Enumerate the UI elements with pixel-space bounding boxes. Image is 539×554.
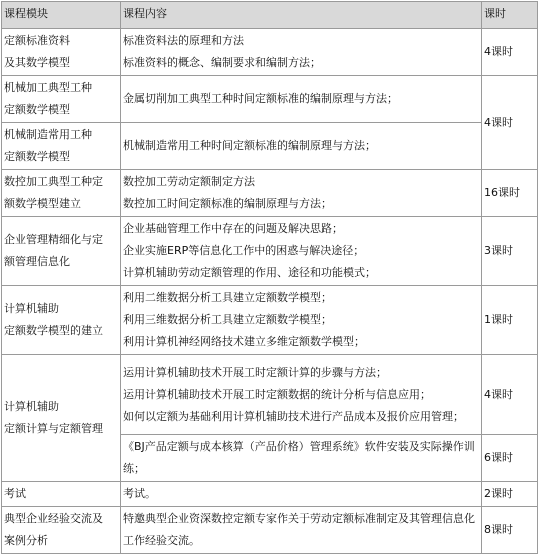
table-row bbox=[2, 123, 538, 170]
content-line: 数控加工时间定额标准的编制原理与方法； bbox=[123, 197, 332, 210]
content-line: 利用计算机神经网络技术建立多维定额数学模型； bbox=[123, 335, 365, 348]
course-table-container bbox=[1, 1, 537, 547]
content-cell bbox=[121, 507, 482, 554]
hours-cell: 6课时 bbox=[482, 435, 538, 482]
content-cell bbox=[121, 286, 482, 355]
content-line: 机械制造常用工种时间定额标准的编制原理与方法； bbox=[123, 139, 376, 152]
module-line: 机械加工典型工种 bbox=[4, 81, 92, 94]
course-table bbox=[1, 1, 538, 554]
content-cell bbox=[121, 435, 482, 482]
module-line: 计算机辅助 bbox=[4, 400, 59, 413]
hours-cell: 16课时 bbox=[482, 170, 538, 217]
content-line: 标准资料的概念、编制要求和编制方法； bbox=[123, 56, 321, 69]
content-line: 数控加工劳动定额制定方法 bbox=[123, 175, 255, 188]
module-cell bbox=[2, 76, 121, 123]
hours-cell: 2课时 bbox=[482, 482, 538, 507]
table-row bbox=[2, 29, 538, 76]
content-line: 运用计算机辅助技术开展工时定额数据的统计分析与信息应用； bbox=[123, 387, 431, 401]
module-cell bbox=[2, 355, 121, 482]
module-cell bbox=[2, 29, 121, 76]
content-line: 运用计算机辅助技术开展工时定额计算的步骤与方法； bbox=[123, 365, 387, 379]
content-line: 如何以定额为基础利用计算机辅助技术进行产品成本及报价应用管理； bbox=[123, 409, 464, 423]
module-line: 机械制造常用工种 bbox=[4, 128, 92, 141]
content-line: 企业基础管理工作中存在的问题及解决思路； bbox=[123, 222, 343, 235]
content-line: 利用二维数据分析工具建立定额数学模型； bbox=[123, 291, 332, 304]
table-row bbox=[2, 355, 538, 435]
content-cell bbox=[121, 170, 482, 217]
content-cell bbox=[121, 29, 482, 76]
hours-cell: 1课时 bbox=[482, 286, 538, 355]
module-line: 数控加工典型工种定 bbox=[4, 175, 103, 188]
module-line: 考试 bbox=[4, 487, 26, 500]
module-cell bbox=[2, 123, 121, 170]
module-cell bbox=[2, 507, 121, 554]
hours-cell: 4课时 bbox=[482, 355, 538, 435]
table-row bbox=[2, 170, 538, 217]
module-cell bbox=[2, 170, 121, 217]
module-line: 定额标准资料 bbox=[4, 34, 70, 47]
module-line: 及其数学模型 bbox=[4, 56, 70, 69]
content-line: 标准资料法的原理和方法 bbox=[123, 34, 244, 47]
module-cell bbox=[2, 217, 121, 286]
hours-cell: 4课时 bbox=[482, 76, 538, 170]
module-line: 额管理信息化 bbox=[4, 255, 70, 268]
module-line: 定额计算与定额管理 bbox=[4, 422, 103, 435]
module-line: 案例分析 bbox=[4, 534, 48, 547]
module-line: 额数学模型建立 bbox=[4, 197, 81, 210]
module-cell bbox=[2, 286, 121, 355]
header-content: 课程内容 bbox=[121, 2, 482, 29]
content-cell bbox=[121, 482, 482, 507]
content-cell bbox=[121, 355, 482, 435]
table-row bbox=[2, 507, 538, 554]
module-line: 定额数学模型 bbox=[4, 103, 70, 116]
module-line: 企业管理精细化与定 bbox=[4, 233, 103, 246]
content-line: 金属切削加工典型工种时间定额标准的编制原理与方法； bbox=[123, 92, 398, 105]
content-line: 特邀典型企业资深数控定额专家作关于劳动定额标准制定及其管理信息化工作经验交流。 bbox=[123, 512, 475, 547]
content-line: 考试。 bbox=[123, 487, 156, 500]
content-cell bbox=[121, 217, 482, 286]
header-module: 课程模块 bbox=[2, 2, 121, 29]
content-cell bbox=[121, 123, 482, 170]
module-line: 典型企业经验交流及 bbox=[4, 512, 103, 525]
table-header-row bbox=[2, 2, 538, 29]
content-cell bbox=[121, 76, 482, 123]
table-row bbox=[2, 286, 538, 355]
header-hours: 课时 bbox=[482, 2, 538, 29]
module-line: 定额数学模型 bbox=[4, 150, 70, 163]
table-row bbox=[2, 482, 538, 507]
module-cell bbox=[2, 482, 121, 507]
content-line: 《BJ产品定额与成本核算（产品价格）管理系统》软件安装及实际操作训练； bbox=[123, 440, 475, 475]
content-line: 利用三维数据分析工具建立定额数学模型； bbox=[123, 313, 332, 326]
module-line: 定额数学模型的建立 bbox=[4, 324, 103, 337]
module-line: 计算机辅助 bbox=[4, 302, 59, 315]
hours-cell: 4课时 bbox=[482, 29, 538, 76]
hours-cell: 3课时 bbox=[482, 217, 538, 286]
content-line: 计算机辅助劳动定额管理的作用、途径和功能模式； bbox=[123, 266, 376, 279]
content-line: 企业实施ERP等信息化工作中的困惑与解决途径； bbox=[123, 244, 365, 257]
table-row bbox=[2, 76, 538, 123]
hours-cell: 8课时 bbox=[482, 507, 538, 554]
table-row bbox=[2, 217, 538, 286]
